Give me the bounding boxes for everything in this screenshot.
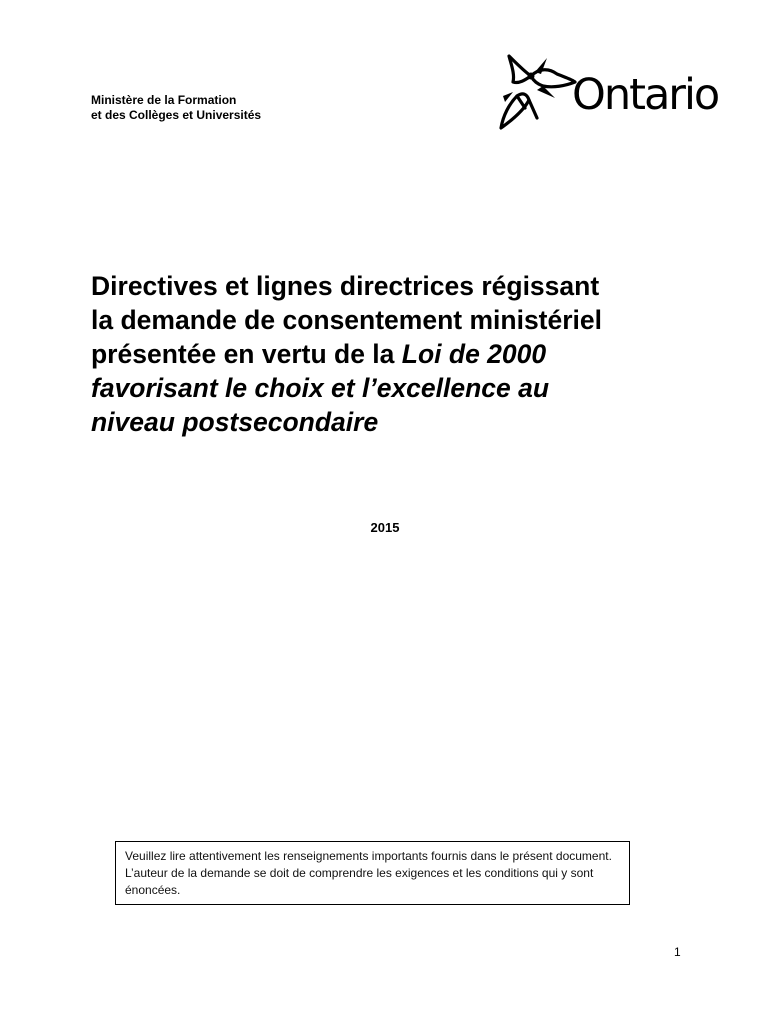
notice-box	[115, 841, 630, 905]
title-line-3-italic: Loi de 2000	[401, 339, 547, 369]
title-line-1: Directives et lignes directrices régissant	[91, 271, 600, 301]
ministry-name	[91, 93, 261, 123]
trillium-logo-icon	[495, 52, 577, 132]
ontario-logo	[495, 52, 730, 134]
ministry-line-2: et des Collèges et Universités	[91, 108, 262, 122]
ministry-line-1: Ministère de la Formation	[91, 93, 237, 107]
page-number: 1	[674, 945, 681, 959]
title-line-4: favorisant le choix et l’excellence au	[91, 373, 550, 403]
document-title	[91, 269, 711, 439]
ontario-wordmark: Ontario	[572, 70, 719, 120]
title-line-3: présentée en vertu de la	[91, 339, 402, 369]
title-line-2: la demande de consentement ministériel	[91, 305, 603, 335]
title-line-5: niveau postsecondaire	[91, 407, 379, 437]
document-year: 2015	[370, 520, 400, 535]
notice-text: Veuillez lire attentivement les renseignements importants fournis dans le présent document. L’auteur de la demande se doit de comprendre les exigences et les conditions qui y sont énoncées.	[125, 849, 612, 897]
